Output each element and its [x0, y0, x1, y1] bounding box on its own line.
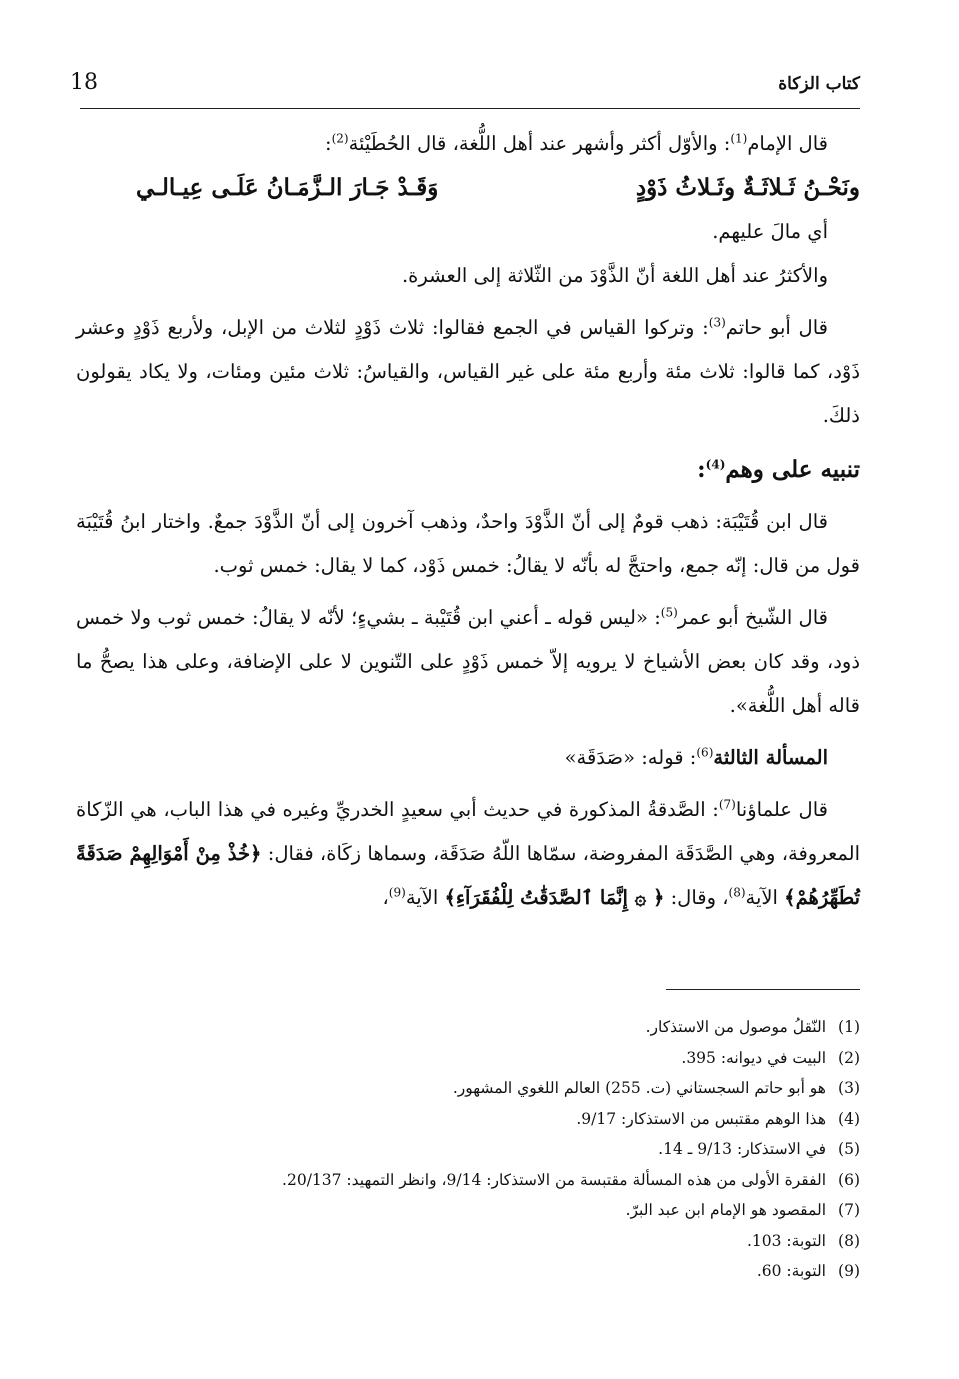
paragraph-ibn-qutayba: قال ابن قُتَيْبَة: ذهب قومٌ إلى أنّ الذَّوْدَ واحدٌ، وذهب آخرون إلى أنّ الذَّوْدَ جمعٌ. واختار ابنُ قُتَيْبَة قول من قال: إنّه جمع، واحتجَّ له بأنّه لا يقالُ: خمس ذَوْد، كما لا يقال: خمس ثوب. [76, 510, 860, 577]
footnotes [76, 1012, 860, 1287]
page-number: 18 [70, 70, 98, 95]
text-run: ، [382, 886, 389, 909]
footnote [76, 1226, 860, 1257]
heading-text: : [697, 456, 706, 483]
heading-text: المسألة الثالثة [713, 746, 828, 769]
quran-verse: ﴿ ۞ إِنَّمَا ٱلصَّدَقَٰتُ لِلْفُقَرَآءِ﴾ [444, 886, 665, 909]
paragraph-ulama [76, 788, 860, 920]
footnote-text: التوبة: 60. [756, 1262, 826, 1280]
footnote [76, 1256, 860, 1287]
footnote [76, 1195, 860, 1226]
footnote [76, 1043, 860, 1074]
poem-hemistich-second: وَقَـدْ جَـارَ الـزَّمَـانُ عَلَـى عِيـالـي [136, 174, 439, 201]
poem-hemistich-first: ونَحْـنُ ثَـلاثَـةٌ وثَـلاثُ ذَوْدٍ [635, 174, 860, 201]
footnote-ref[interactable]: (9) [388, 885, 406, 900]
footnote-ref[interactable]: (4) [705, 457, 726, 472]
text-run: : «ليس قوله ـ أعني ابن قُتَيْبة ـ بشيءٍ؛ لأنّه لا يقالُ: خمس ثوب ولا خمس ذود، وقد كان بعض الأشياخ لا يرويه إلاّ خمس ذَوْدٍ على التّنوين لا على الإضافة، وعلى هذا يصحُّ ما قاله أهل اللُّغة». [76, 606, 860, 717]
footnote [76, 1104, 860, 1135]
footnote-number: (7) [838, 1201, 860, 1219]
text-run: الآية [745, 886, 785, 909]
footnote [76, 1012, 860, 1043]
text-run: الآية [405, 886, 445, 909]
paragraph-abu-umar [76, 596, 860, 728]
footnote-number: (3) [838, 1079, 860, 1097]
footnote-ref[interactable]: (1) [730, 131, 748, 146]
heading-text: : قوله: «صَدَقَة» [564, 746, 697, 769]
footnote-ref[interactable]: (3) [708, 315, 726, 330]
section-heading-warning [76, 448, 860, 492]
running-title: كتاب الزكاة [778, 74, 860, 94]
heading-text: تنبيه على وهم [725, 456, 860, 483]
footnote-number: (9) [838, 1262, 860, 1280]
page-header [70, 70, 860, 104]
footnote-separator [666, 989, 860, 990]
quran-verse: ﴿خُذْ مِنْ أَمْوَالِهِمْ صَدَقَةً تُطَهِّرُهُمْ﴾ [76, 842, 860, 909]
footnote-text: التوبة: 103. [746, 1231, 826, 1250]
footnote-ref[interactable]: (2) [331, 131, 349, 146]
poem-verse [76, 166, 860, 210]
footnote-number: (2) [838, 1048, 860, 1067]
text-run: : وتركوا القياس في الجمع فقالوا: ثلاث ذَوْدٍ لثلاث من الإبل، ولأربع ذَوْدٍ وعشر ذَوْد، كما قالوا: ثلاث مئة وأربع مئة على غير القياس، والقياسُ: ثلاث مئين ومئات، ولا يكاد يقولون ذلكَ. [76, 316, 860, 427]
text-run: قال علماؤنا [735, 798, 828, 821]
paragraph-meaning: أي مالَ عليهم. [712, 220, 828, 243]
footnote-number: (1) [838, 1018, 860, 1036]
footnote-number: (4) [838, 1109, 860, 1128]
header-rule [80, 108, 860, 109]
text-run: قال الإمام [747, 132, 828, 155]
footnote-ref[interactable]: (5) [660, 605, 678, 620]
text-run: ، وقال: [664, 886, 729, 909]
text-run: قال الشّيخ أبو عمر [677, 606, 828, 629]
section-heading-third-issue [76, 736, 860, 780]
footnote-text: البيت في ديوانه: 395. [681, 1048, 826, 1067]
footnote-ref[interactable]: (8) [728, 885, 746, 900]
footnote-text: هو أبو حاتم السجستاني (ت. 255) العالم اللغوي المشهور. [452, 1079, 826, 1097]
footnote-ref[interactable]: (6) [696, 745, 714, 760]
footnote-text: المقصود هو الإمام ابن عبد البرّ. [625, 1201, 826, 1219]
footnote-number: (5) [838, 1140, 860, 1158]
footnote-text: الفقرة الأولى من هذه المسألة مقتبسة من الاستذكار: 9/14، وانظر التمهيد: 20/137. [282, 1170, 826, 1189]
paragraph-abu-hatim [76, 306, 860, 438]
footnote [76, 1073, 860, 1104]
paragraph-imam-quote [76, 122, 860, 166]
footnote [76, 1165, 860, 1196]
text-run: : الصَّدقةُ المذكورة في حديث أبي سعيدٍ الخدريِّ وغيره في هذا الباب، هي الزّكاة المعروفة، وهي الصَّدَقَة المفروضة، سمّاها اللّهُ صَدَقَة، وسماها زكَاة، فقال: [76, 798, 861, 865]
text-run: : والأوّل أكثر وأشهر عند أهل اللُّغة، قال الحُطَيْئة [348, 132, 731, 155]
footnote-text: في الاستذكار: 9/13 ـ 14. [658, 1140, 826, 1158]
text-run: قال أبو حاتم [725, 316, 828, 339]
footnote-text: النّقلُ موصول من الاستذكار. [645, 1018, 826, 1036]
paragraph-majority: والأكثرُ عند أهل اللغة أنّ الذَّوْدَ من الثّلاثة إلى العشرة. [401, 264, 828, 287]
footnote-ref[interactable]: (7) [718, 797, 736, 812]
footnote-number: (8) [838, 1231, 860, 1250]
main-text [76, 122, 860, 920]
footnote-text: هذا الوهم مقتبس من الاستذكار: 9/17. [576, 1109, 826, 1128]
footnote [76, 1134, 860, 1165]
text-run: : [324, 132, 332, 155]
footnote-number: (6) [838, 1170, 860, 1189]
